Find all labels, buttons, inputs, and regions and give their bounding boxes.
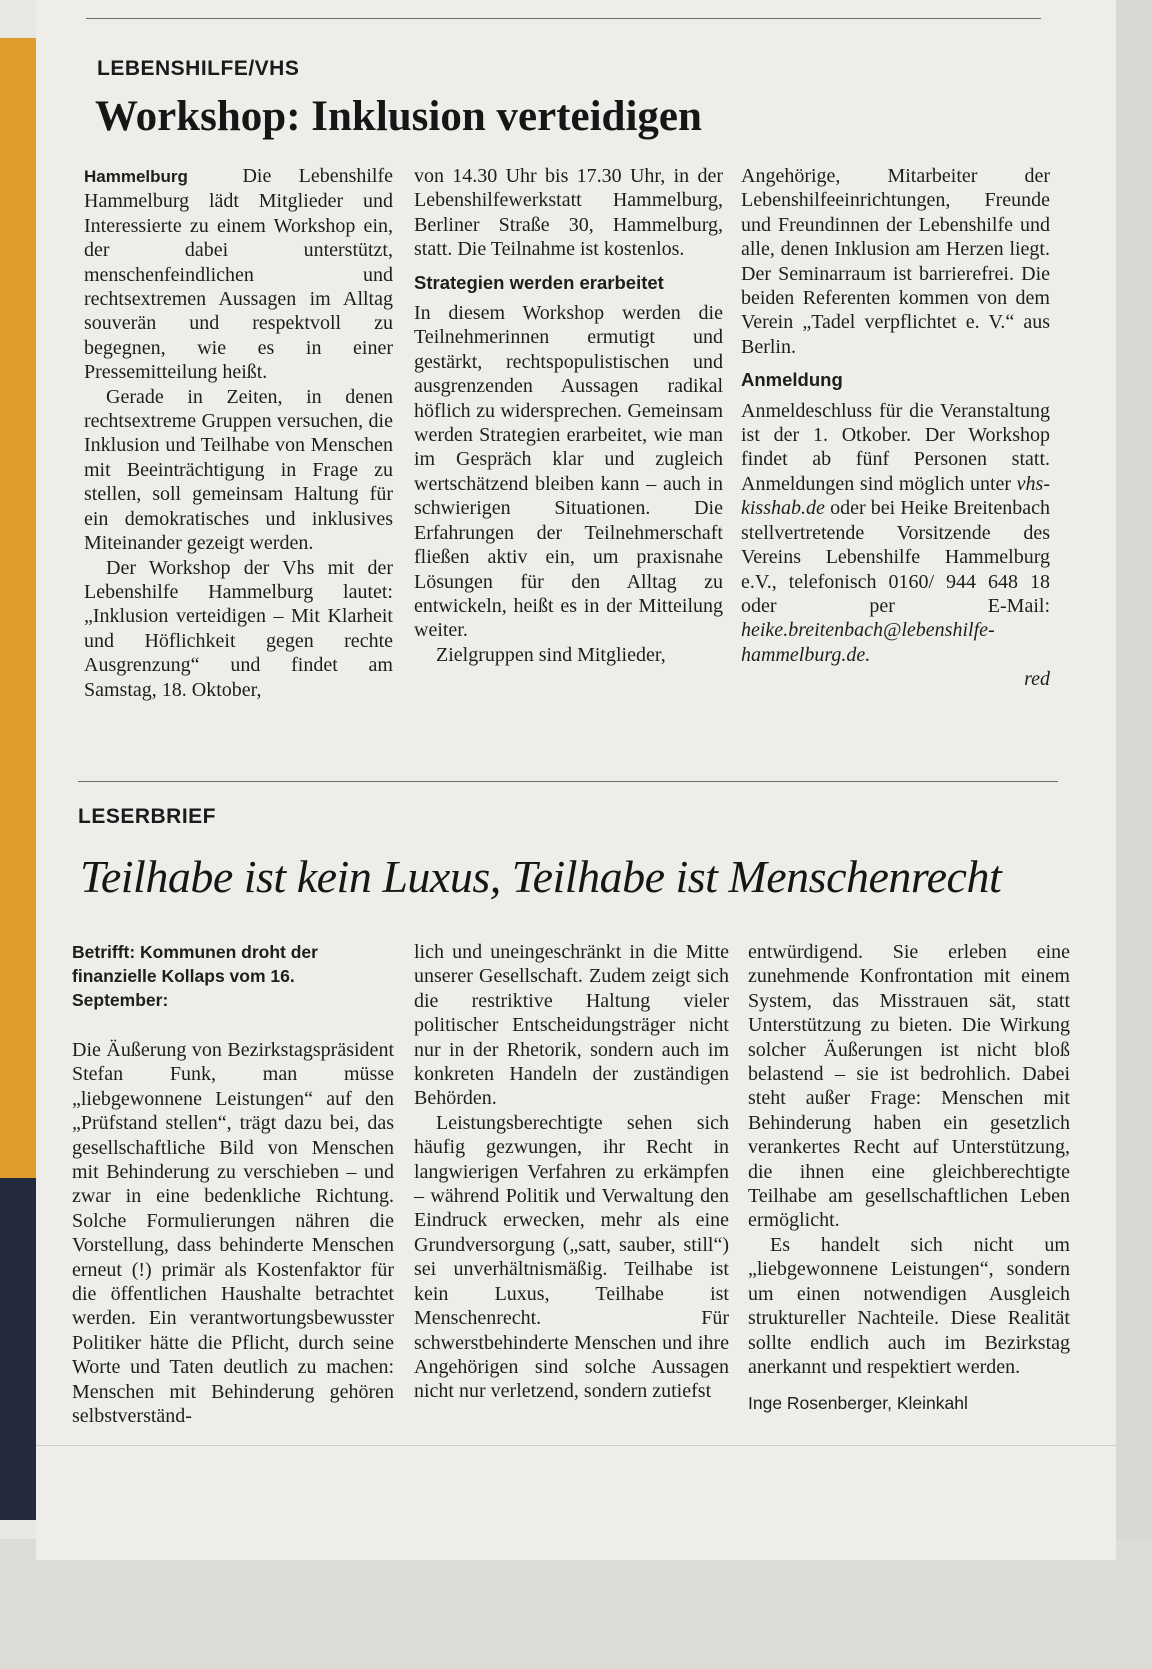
navy-page-edge bbox=[0, 1178, 36, 1520]
article1-subhead-anmeldung: Anmeldung bbox=[741, 369, 843, 391]
contact-text: oder bei Heike Breitenbach stellvertretende Vorsitzende des Vereins Lebenshilfe Hammelburg e.V., telefonisch 0160/ 944 648 18 oder per E-Mail: bbox=[741, 497, 1050, 617]
letter-reference: Betrifft: Kommunen droht der finanzielle Kollaps vom 16. September: bbox=[72, 942, 318, 1010]
author-signature: red bbox=[1024, 668, 1050, 691]
article2-kicker: LESERBRIEF bbox=[78, 805, 217, 828]
paper-fold bbox=[36, 1445, 1116, 1446]
registration-url[interactable]: vhs-kisshab.de bbox=[741, 472, 1050, 520]
article1-col2-para-2: In diesem Workshop werden die Teilnehmerinnen ermutigt und gestärkt, rechtspopulistischen und ausgrenzenden Aussagen radikal höflich zu widersprechen. Gemeinsam werden Strategien erarbeitet, wie man im Gespräch klar und zugleich wertschätzend bleiben kann – auch in schwierigen Situationen. Die Erfahrungen der Teilnehmerschaft fließen aktiv ein, um praxisnahe Lösungen für den Alltag zu entwickeln, heißt es in der Mitteilung weiter. bbox=[414, 302, 723, 642]
article2-column-2 bbox=[414, 940, 729, 1404]
letter-author: Inge Rosenberger, Kleinkahl bbox=[748, 1393, 968, 1414]
article1-column-1 bbox=[84, 164, 393, 702]
contact-email[interactable]: heike.breitenbach@lebenshilfe-hammelburg.de. bbox=[741, 619, 995, 666]
top-rule bbox=[86, 18, 1041, 19]
article1-column-3 bbox=[741, 164, 1050, 692]
article2-col2-para-2: Leistungsberechtigte sehen sich häufig gezwungen, ihr Recht in langwierigen Verfahren zu erkämpfen – während Politik und Verwaltung den Eindruck erwecken, mehr als eine Grundversorgung („satt, sauber, still“) sei unverhältnismäßig. Teilhabe ist kein Luxus, Teilhabe ist Menschenrecht. Für schwerstbehinderte Menschen und ihre Angehörigen sind solche Aussagen nicht nur verletzend, sondern zutiefst bbox=[414, 1111, 729, 1403]
article1-col2-para-3: Zielgruppen sind Mitglieder, bbox=[436, 643, 666, 666]
article1-kicker: LEBENSHILFE/VHS bbox=[97, 57, 300, 80]
article2-headline: Teilhabe ist kein Luxus, Teilhabe ist Menschenrecht bbox=[80, 851, 1002, 902]
dateline: Hammelburg bbox=[84, 167, 188, 186]
article2-col1-para-1: Die Äußerung von Bezirkstagspräsident Stefan Funk, man müsse „liebgewonnene Leistungen“ auf den „Prüfstand stellen“, trägt dazu bei, das gesellschaftliche Bild von Menschen mit Behinderung zu verschieben – und zwar in eine bedenkliche Richtung. Solche Formulierungen nähren die Vorstellung, dass behinderte Menschen erneut (!) primär als Kostenfaktor für die öffentlichen Haushalte betrachtet werden. Ein verantwortungsbewusster Politiker hätte die Pflicht, durch seine Worte und Taten deutlich zu machen: Menschen mit Behinderung gehören selbstverständ- bbox=[72, 1039, 394, 1428]
article2-col3-para-2: Es handelt sich nicht um „liebgewonnene Leistungen“, sondern um einen notwendigen Ausgleich struktureller Nachteile. Diese Realität sollte endlich auch im Bezirkstag anerkannt und respektiert werden. bbox=[748, 1233, 1070, 1378]
registration-text: Anmeldeschluss für die Veranstaltung ist der 1. Otkober. Der Workshop findet ab fünf Personen statt. Anmeldungen sind möglich unter bbox=[741, 399, 1050, 495]
article1-col1-para-2: Gerade in Zeiten, in denen rechtsextreme Gruppen versuchen, die Inklusion und Teilhabe von Menschen mit Beeinträchtigung in Frage zu stellen, soll gemeinsam Haltung für ein demokratisches und inklusives Miteinander gezeigt werden. bbox=[84, 385, 393, 555]
article1-col3-para-1: Angehörige, Mitarbeiter der Lebenshilfeeinrichtungen, Freunde und Freundinnen der Lebenshilfe und alle, denen Inklusion am Herzen liegt. Der Seminarraum ist barrierefrei. Die beiden Referenten kommen von dem Verein „Tadel verpflichtet e. V.“ aus Berlin. bbox=[741, 165, 1050, 358]
article1-headline: Workshop: Inklusion verteidigen bbox=[95, 93, 702, 140]
article2-col3-para-1: entwürdigend. Sie erleben eine zunehmende Konfrontation mit einem System, das Misstrauen sät, statt Unterstützung zu bieten. Die Wirkung solcher Äußerungen ist nicht bloß belastend – sie ist bedrohlich. Dabei steht außer Frage: Menschen mit Behinderung haben ein gesetzlich verankertes Recht auf Unterstützung, die ihnen eine gleichberechtigte Teilhabe am gesellschaftlichen Leben ermöglicht. bbox=[748, 941, 1070, 1232]
article2-column-1 bbox=[72, 940, 394, 1429]
article1-col2-para-1: von 14.30 Uhr bis 17.30 Uhr, in der Lebenshilfewerkstatt Hammelburg, Berliner Straße 30, Hammelburg, statt. Die Teilnahme ist kostenlos. bbox=[414, 165, 723, 261]
article2-column-3 bbox=[748, 940, 1070, 1416]
section-divider bbox=[78, 781, 1058, 782]
article1-column-2 bbox=[414, 164, 723, 667]
article1-col1-para-1 bbox=[84, 164, 393, 385]
article1-col3-para-2 bbox=[741, 399, 1050, 692]
article2-col2-para-1: lich und uneingeschränkt in die Mitte unserer Gesellschaft. Zudem zeigt sich die restriktive Haltung vieler politischer Entscheidungsträger nicht nur in der Rhetorik, sondern auch im konkreten Handeln der zuständigen Behörden. bbox=[414, 941, 729, 1110]
article1-col1-para-3: Der Workshop der Vhs mit der Lebenshilfe Hammelburg lautet: „Inklusion verteidigen – Mit Klarheit und Höflichkeit gegen rechte Ausgrenzung“ und findet am Samstag, 18. Oktober, bbox=[84, 556, 393, 701]
article1-col1-text-1: Die Lebenshilfe Hammelburg lädt Mitglieder und Interessierte zu einem Workshop ein, der dabei unterstützt, menschenfeindlichen und rechtsextremen Aussagen im Alltag souverän und respektvoll zu begegnen, wie es in einer Pressemitteilung heißt. bbox=[84, 165, 393, 384]
background-right bbox=[1112, 0, 1152, 1669]
article1-subhead-strategien: Strategien werden erarbeitet bbox=[414, 271, 664, 293]
